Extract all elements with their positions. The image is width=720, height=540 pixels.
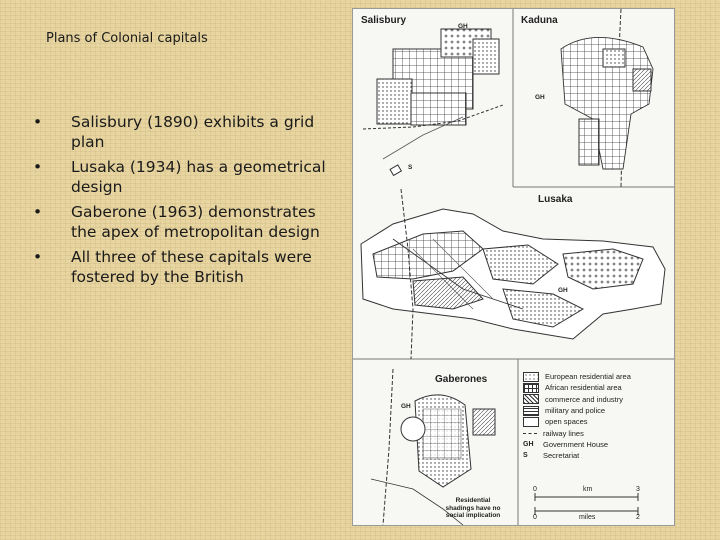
lusaka-label: Lusaka [538, 194, 573, 205]
legend-label: African residential area [545, 383, 622, 393]
legend-code-row [523, 439, 631, 450]
bullet-item [33, 202, 333, 242]
bullet-text: Salisbury (1890) exhibits a grid plan [71, 113, 315, 151]
legend-label: open spaces [545, 417, 588, 427]
legend-item [523, 427, 631, 438]
legend-item [523, 416, 631, 427]
gh-marker-salisbury: GH [458, 23, 468, 30]
bullet-list [33, 112, 333, 292]
legend-code-row [523, 450, 631, 461]
railway-lines-swatch-icon [523, 433, 537, 434]
legend-code-label: Secretariat [543, 451, 580, 461]
salisbury-label: Salisbury [361, 15, 407, 26]
bullet-dot-icon: • [33, 113, 43, 131]
bullet-dot-icon: • [33, 158, 43, 176]
bullet-item [33, 247, 333, 287]
legend-label: military and police [545, 406, 606, 416]
slide-title: Plans of Colonial capitals [46, 31, 208, 46]
bullet-dot-icon: • [33, 248, 43, 266]
salisbury-map [363, 29, 503, 175]
legend-label: European residential area [545, 372, 631, 382]
bullet-text: Lusaka (1934) has a geometrical design [71, 158, 326, 196]
legend-item [523, 405, 631, 416]
legend-label: commerce and industry [545, 394, 623, 404]
legend-code: GH [523, 440, 534, 448]
bullet-dot-icon: • [33, 203, 43, 221]
military-police-swatch-icon [523, 406, 539, 416]
scale-km-start: 0 [533, 486, 537, 493]
scale-miles-end: 2 [636, 514, 640, 521]
european-residential-swatch-icon [523, 372, 539, 382]
colonial-plans-figure [352, 8, 675, 526]
legend-code-label: Government House [543, 439, 609, 449]
legend-item [523, 394, 631, 405]
legend-item [523, 382, 631, 393]
residential-note: Residential shadings have no social implication [445, 497, 501, 519]
scale-miles-start: 0 [533, 514, 537, 521]
gh-marker-kaduna: GH [535, 94, 545, 101]
legend-item [523, 371, 631, 382]
scale-miles-label: miles [579, 514, 596, 521]
legend-code: S [523, 452, 528, 460]
map-legend [523, 371, 631, 461]
bullet-item [33, 157, 333, 197]
commerce-industry-swatch-icon [523, 394, 539, 404]
kaduna-map [561, 9, 653, 187]
african-residential-swatch-icon [523, 383, 539, 393]
gaberones-label: Gaberones [435, 374, 488, 385]
s-marker-salisbury: S [408, 164, 413, 171]
gh-marker-gaberones: GH [401, 403, 411, 410]
bullet-item [33, 112, 333, 152]
bullet-text: Gaberone (1963) demonstrates the apex of metropolitan design [71, 203, 320, 241]
scale-km-end: 3 [636, 486, 640, 493]
bullet-text: All three of these capitals were fostered by the British [71, 248, 312, 286]
legend-label: railway lines [543, 428, 584, 438]
kaduna-label: Kaduna [521, 15, 558, 26]
gh-marker-lusaka: GH [558, 287, 568, 294]
scale-km-label: km [583, 486, 593, 493]
lusaka-map [361, 189, 665, 359]
open-spaces-swatch-icon [523, 417, 539, 427]
